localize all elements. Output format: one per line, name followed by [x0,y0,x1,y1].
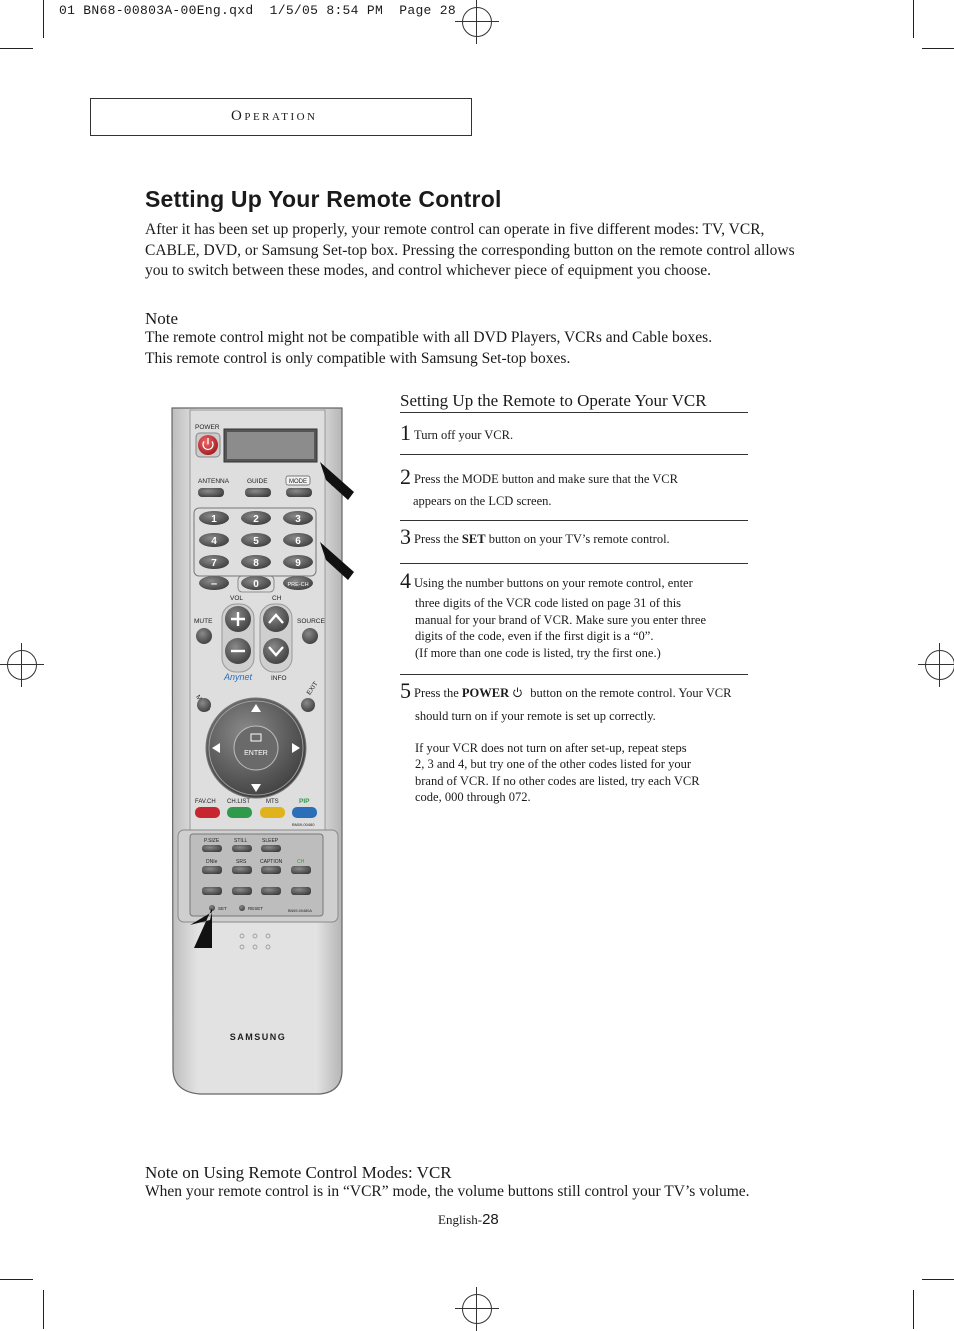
svg-text:8: 8 [253,558,259,569]
svg-text:PRE-CH: PRE-CH [287,582,309,588]
enter-label: ENTER [244,750,268,757]
svg-text:3: 3 [295,514,301,525]
reset-label: RESET [248,906,264,911]
page-number: 28 [482,1211,499,1228]
svg-text:9: 9 [295,558,301,569]
psize-label: P.SIZE [204,838,220,844]
modes-note-body: When your remote control is in “VCR” mode, the volume buttons still control your TV’s volume. [145,1183,750,1200]
step-number: 2 [400,464,411,489]
power-icon [512,687,523,698]
pip-label: PIP [299,798,310,805]
intro-paragraph: After it has been set up properly, your remote control can operate in five different modes: TV, VCR, CABLE, DVD, or Samsung Set-top box. Pressing the corresponding button on the remote control allows you to switch between these modes, and control whichever piece of equipment you choose. [145,221,795,279]
divider [400,674,748,675]
svg-text:–: – [210,578,218,590]
section-header-box [90,98,472,136]
info-label: INFO [271,675,287,682]
divider [400,454,748,455]
step-4: 4 Using the number buttons on your remote control, enter three digits of the VCR code listed on page 31 of this manual for your brand of VCR. Make sure you enter three digits of the code, even if the first digit is a “0”. (If more than one code is listed, try the first one.) [400,568,707,660]
chlist-label: CH.LIST [227,799,251,805]
file-slug: 01 BN68-00803A-00Eng.qxd 1/5/05 8:54 PM Page 28 [59,3,456,18]
ch-down-button [263,638,289,664]
step-number: 3 [400,524,411,549]
mts-label: MTS [266,799,279,805]
step-1: 1 Turn off your VCR. [400,420,514,445]
antenna-label: ANTENNA [198,478,230,485]
steps-heading: Setting Up the Remote to Operate Your VCR [400,391,707,410]
divider [400,412,748,413]
favch-label: FAV.CH [195,799,216,805]
power-label: POWER [195,424,220,431]
dnie-label: DNIe [206,859,218,865]
vol-label: VOL [230,595,244,602]
guide-label: GUIDE [247,478,268,485]
still-label: STILL [234,838,248,844]
model-code-bottom: BN59-00480A [288,909,312,913]
red-button [195,807,220,818]
green-button [227,807,252,818]
section-label: Operation [231,108,318,124]
caption-label: CAPTION [260,859,283,865]
modes-note-heading: Note on Using Remote Control Modes: VCR [145,1163,452,1182]
page-footer [438,1211,499,1228]
divider [400,563,748,564]
footer-language: English- [438,1212,483,1227]
remote-control-illustration [160,400,360,1100]
sleep-label: SLEEP [262,838,279,844]
ch2-label: CH [297,859,305,865]
source-button [302,628,318,644]
svg-text:2: 2 [253,514,259,525]
step-5: 5 Press the POWER button on the remote control. Your VCR should turn on if your remote is set up correctly. If your VCR does not turn on after set-up, repeat steps 2, 3 and 4, but try one of the other codes listed for your brand of VCR. If no other codes are listed, try each VCR code, 000 through 072. [400,678,732,804]
step-number: 4 [400,568,411,593]
blue-button [292,807,317,818]
enter-button [234,726,278,770]
model-code-top: BN59-00480 [292,822,315,827]
svg-text:1: 1 [211,514,217,525]
step-3: 3 Press the SET button on your TV’s remote control. [400,524,670,549]
brand-logo: SAMSUNG [229,1032,287,1042]
yellow-button [260,807,285,818]
svg-text:4: 4 [211,536,217,547]
svg-text:7: 7 [211,558,217,569]
svg-text:5: 5 [253,536,259,547]
mute-label: MUTE [194,618,213,625]
note-line-2: This remote control is only compatible with Samsung Set-top boxes. [145,349,571,367]
step-number: 1 [400,420,411,445]
note-body [145,328,805,369]
set-label: SET [218,906,227,911]
srs-label: SRS [236,859,247,865]
ch-label: CH [272,595,282,602]
step-number: 5 [400,678,411,703]
step-2: 2 Press the MODE button and make sure that the VCR appears on the LCD screen. [400,464,678,508]
anynet-label: Anynet [224,672,253,682]
mode-label: MODE [289,479,307,485]
svg-text:6: 6 [295,536,301,547]
page-title: Setting Up Your Remote Control [145,186,502,212]
mute-button [196,628,212,644]
svg-text:0: 0 [253,579,259,590]
note-line-1: The remote control might not be compatible with all DVD Players, VCRs and Cable boxes. [145,329,713,346]
ch-up-button [263,606,289,632]
divider [400,520,748,521]
note-heading: Note [145,309,179,328]
source-label: SOURCE [297,618,325,625]
exit-label: EXIT [305,680,320,697]
